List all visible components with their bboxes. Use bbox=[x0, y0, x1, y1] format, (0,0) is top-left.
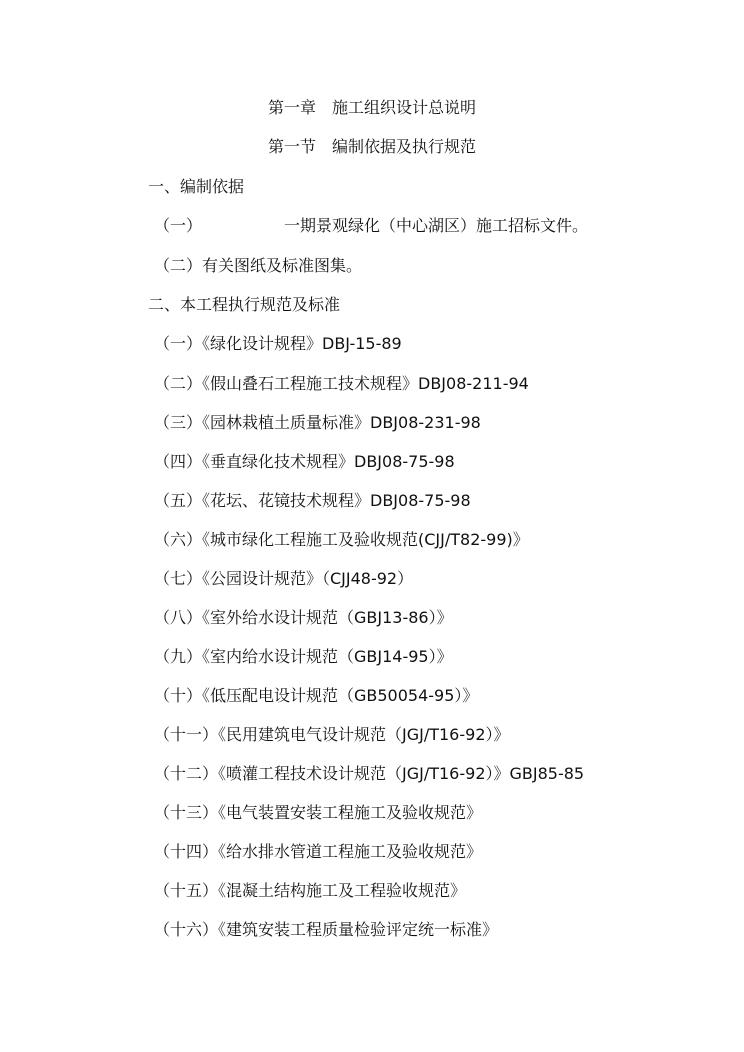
section-title: 第一节 编制依据及执行规范 bbox=[267, 137, 476, 156]
basis-item-text: 一期景观绿化（中心湖区）施工招标文件。 bbox=[284, 216, 589, 235]
basis-item-prefix: （一） bbox=[154, 216, 203, 235]
standard-item: （二）《假山叠石工程施工技术规程》DBJ08-211-94 bbox=[154, 374, 529, 393]
standard-item: （十一）《民用建筑电气设计规范（JGJ/T16-92）》 bbox=[154, 725, 510, 744]
standard-item: （十三）《电气装置安装工程施工及验收规范》 bbox=[154, 803, 483, 822]
standard-item: （十）《低压配电设计规范（GB50054-95）》 bbox=[154, 686, 479, 705]
basis-item-2 bbox=[154, 256, 362, 276]
standard-item: （十六）《建筑安装工程质量检验评定统一标准》 bbox=[154, 920, 499, 939]
standard-item: （八）《室外给水设计规范（GBJ13-86）》 bbox=[154, 608, 453, 627]
standard-item: （四）《垂直绿化技术规程》DBJ08-75-98 bbox=[154, 452, 455, 471]
standard-item: （七）《公园设计规范》（CJJ48-92） bbox=[154, 569, 414, 588]
standard-item: （一）《绿化设计规程》DBJ-15-89 bbox=[154, 334, 402, 353]
basis-item-prefix: （二） bbox=[154, 256, 203, 275]
standard-item: （六）《城市绿化工程施工及验收规范(CJJ/T82-99)》 bbox=[154, 530, 529, 549]
basis-item-1 bbox=[154, 216, 588, 236]
standard-item: （九）《室内给水设计规范（GBJ14-95）》 bbox=[154, 647, 453, 666]
chapter-title: 第一章 施工组织设计总说明 bbox=[267, 98, 476, 117]
standard-item: （三）《园林栽植土质量标准》DBJ08-231-98 bbox=[154, 413, 481, 432]
standard-item: （十二）《喷灌工程技术设计规范（JGJ/T16-92）》GBJ85-85 bbox=[154, 764, 585, 783]
part1-heading: 一、编制依据 bbox=[148, 177, 245, 196]
standard-item: （十四）《给水排水管道工程施工及验收规范》 bbox=[154, 842, 483, 861]
standard-item: （十五）《混凝土结构施工及工程验收规范》 bbox=[154, 881, 467, 900]
basis-item-text: 有关图纸及标准图集。 bbox=[202, 256, 363, 275]
standard-item: （五）《花坛、花镜技术规程》DBJ08-75-98 bbox=[154, 491, 471, 510]
part2-heading: 二、本工程执行规范及标准 bbox=[148, 295, 341, 314]
